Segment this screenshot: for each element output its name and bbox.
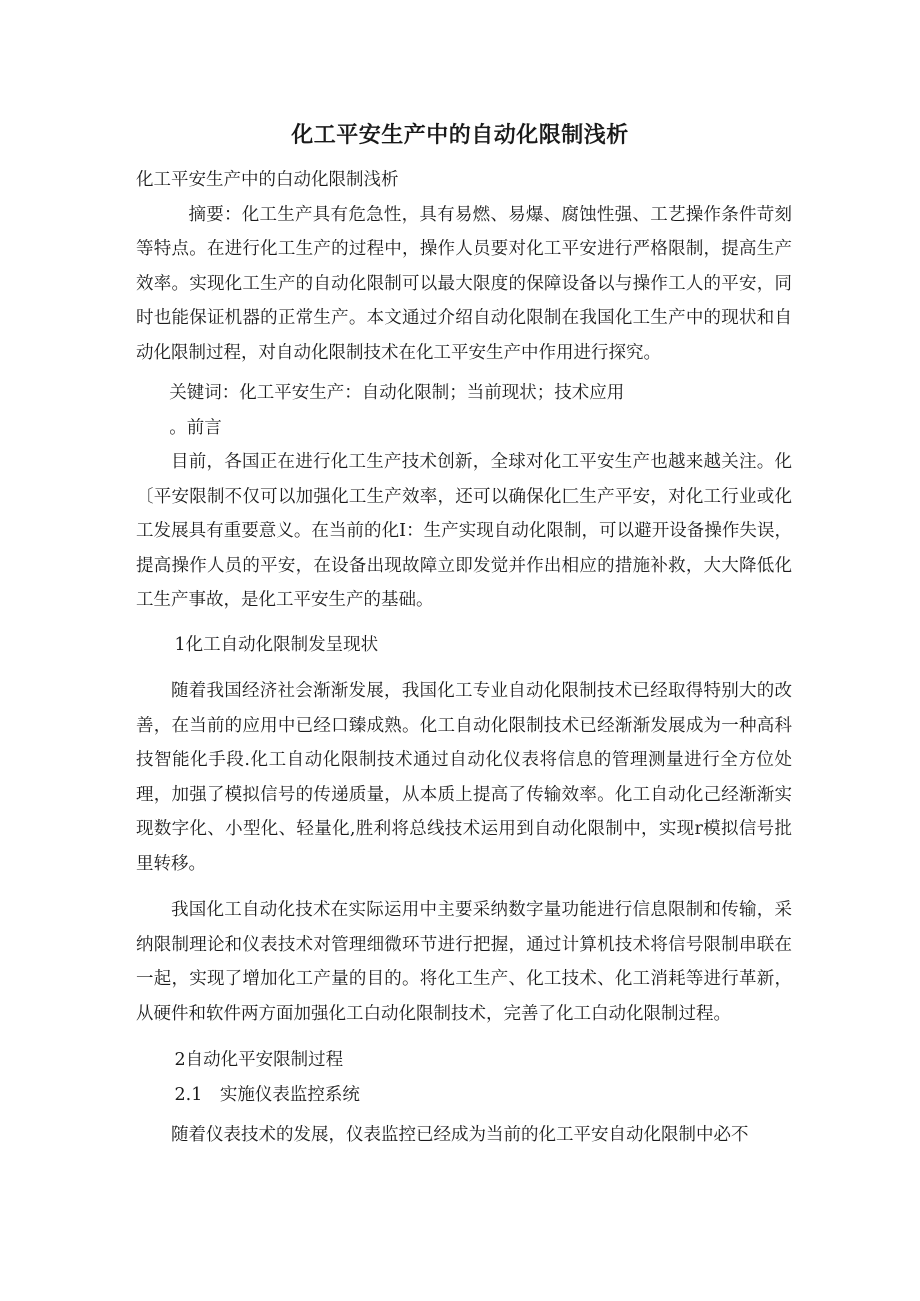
preface-paragraph: 目前，各国正在进行化工生产技术创新，全球对化工平安生产也越来越关注。化〔平安限制不仅可以加强化工生产效率，还可以确保化匚生产平安，对化工行业或化工发展具有重要意义。在当前的化I：生产实现自动化限制，可以避开设备操作失误，提高操作人员的平安，在设备出现故障立即发觉并作出相应的措施补救，大大降低化工生产事故，是化工平安生产的基础。 <box>136 452 792 610</box>
section-2-heading: 2自动化平安限制过程 <box>174 1050 344 1070</box>
document-title: 化工平安生产中的自动化限制浅析 <box>291 123 629 148</box>
section-1-paragraph-1: 随着我国经济社会渐渐发展，我国化工专业自动化限制技术已经取得特别大的改善，在当前的应用中已经口臻成熟。化工自动化限制技术已经渐渐发展成为一种高科技智能化手段.化工自动化限制技术通过自动化仪表将信息的管理测量进行全方位处理，加强了模拟信号的传递质量，从本质上提高了传输效率。化工自动化己经渐渐实现数字化、小型化、轻量化,胜利将总线技术运用到自动化限制中，实现r模拟信号批里转移。 <box>136 681 792 874</box>
preface-heading: 。前言 <box>169 417 222 438</box>
abstract-paragraph: 摘要：化工生产具有危急性，具有易燃、易爆、腐蚀性强、工艺操作条件苛刻等特点。在进行化工生产的过程中，操作人员要对化工平安进行严格限制，提高生产效率。实现化工生产的自动化限制可以最大限度的保障设备以与操作工人的平安，同时也能保证机器的正常生产。本文通过介绍自动化限制在我国化工生产中的现状和自动化限制过程，对自动化限制技术在化工平安生产中作用进行探究。 <box>136 204 792 363</box>
section-2-1-heading: 2.1 实施仪表监控系统 <box>174 1084 360 1105</box>
section-1-paragraph-2: 我国化工自动化技术在实际运用中主要采纳数字量功能进行信息限制和传输，采纳限制理论和仪表技术对管理细微环节进行把握，通过计算机技术将信号限制串联在一起，实现了增加化工产量的目的。将化工生产、化工技术、化工消耗等进行革新，从硬件和软件两方面加强化工白动化限制技术，完善了化工白动化限制过程。 <box>136 900 792 1024</box>
keywords-line: 关键词：化工平安生产：自动化限制；当前现状；技术应用 <box>169 383 625 403</box>
section-2-1-paragraph-1: 随着仪表技术的发展，仪表监控已经成为当前的化工平安自动化限制中必不 <box>171 1125 749 1145</box>
document-body <box>136 163 792 1153</box>
subtitle: 化工平安生产中的白动化限制浅析 <box>136 170 399 190</box>
section-1-heading: 1化工自动化限制发呈现状 <box>174 634 379 655</box>
